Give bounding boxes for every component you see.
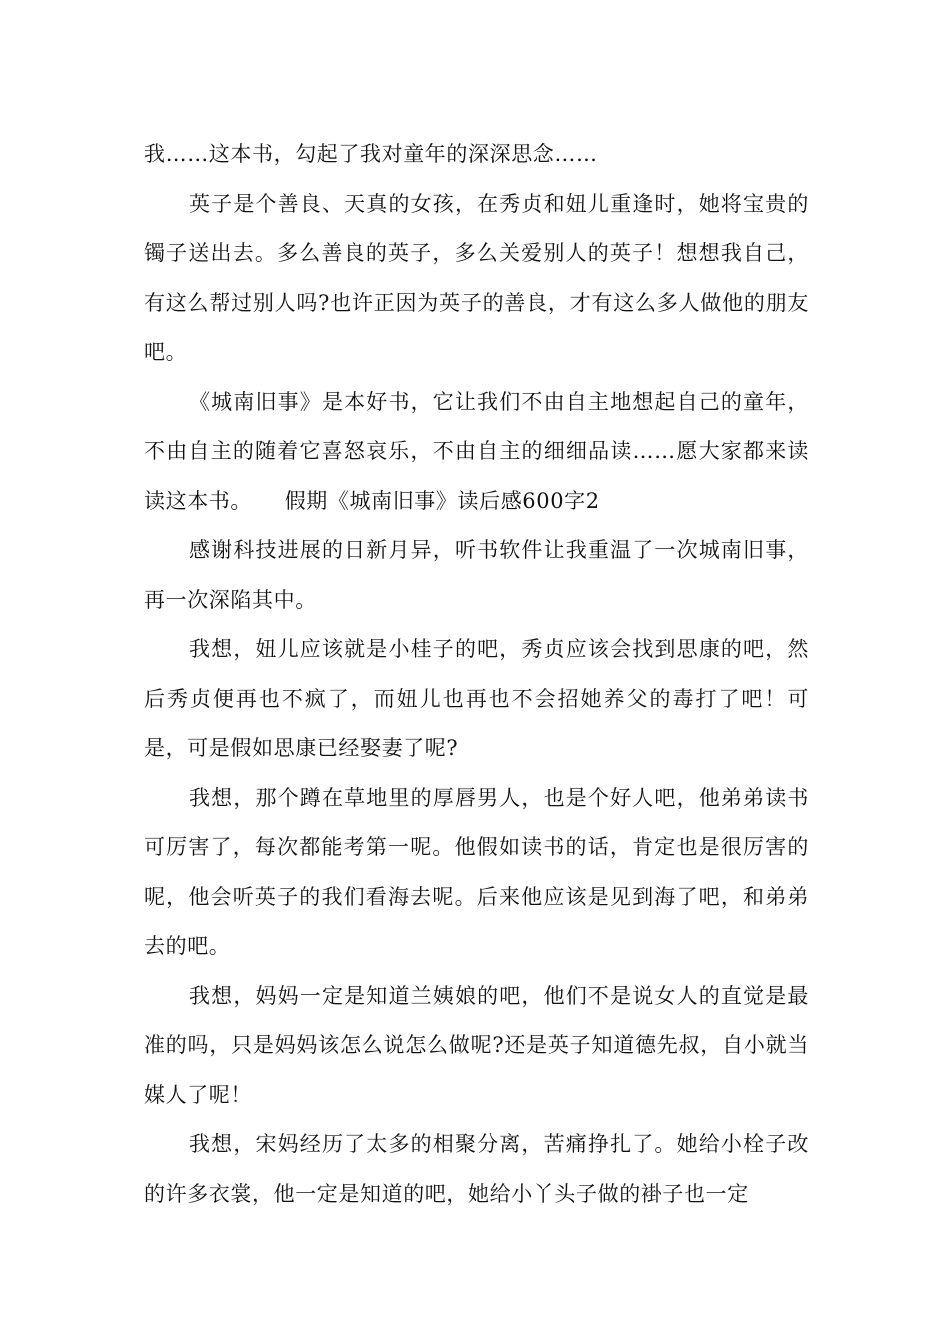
paragraph-8: 我想，宋妈经历了太多的相聚分离，苦痛挣扎了。她给小栓子改的许多衣裳，他一定是知道的吧，她给小丫头子做的褂子也一定 — [144, 1132, 809, 1206]
document-body — [144, 130, 809, 1219]
paragraph-1: 我……这本书，勾起了我对童年的深深思念…… — [144, 142, 598, 166]
paragraph-5: 我想，妞儿应该就是小桂子的吧，秀贞应该会找到思康的吧，然后秀贞便再也不疯了，而妞儿也再也不会招她养父的毒打了吧！可是，可是假如思康已经娶妻了呢? — [144, 637, 809, 760]
paragraph-2: 英子是个善良、天真的女孩，在秀贞和妞儿重逢时，她将宝贵的镯子送出去。多么善良的英子，多么关爱别人的英子！想想我自己，有这么帮过别人吗?也许正因为英子的善良，才有这么多人做他的朋友吧。 — [144, 191, 809, 364]
paragraph-4: 感谢科技进展的日新月异，听书软件让我重温了一次城南旧事，再一次深陷其中。 — [144, 538, 809, 612]
paragraph-6: 我想，那个蹲在草地里的厚唇男人，也是个好人吧，他弟弟读书可厉害了，每次都能考第一呢。他假如读书的话，肯定也是很厉害的呢，他会听英子的我们看海去呢。后来他应该是见到海了吧，和弟弟去的吧。 — [144, 785, 809, 958]
paragraph-7: 我想，妈妈一定是知道兰姨娘的吧，他们不是说女人的直觉是最准的吗，只是妈妈该怎么说怎么做呢?还是英子知道德先叔，自小就当媒人了呢！ — [144, 983, 809, 1107]
paragraph-3: 《城南旧事》是本好书，它让我们不由自主地想起自己的童年，不由自主的随着它喜怒哀乐，不由自主的细细品读……愿大家都来读读这本书。 假期《城南旧事》读后感600字2 — [144, 389, 809, 513]
